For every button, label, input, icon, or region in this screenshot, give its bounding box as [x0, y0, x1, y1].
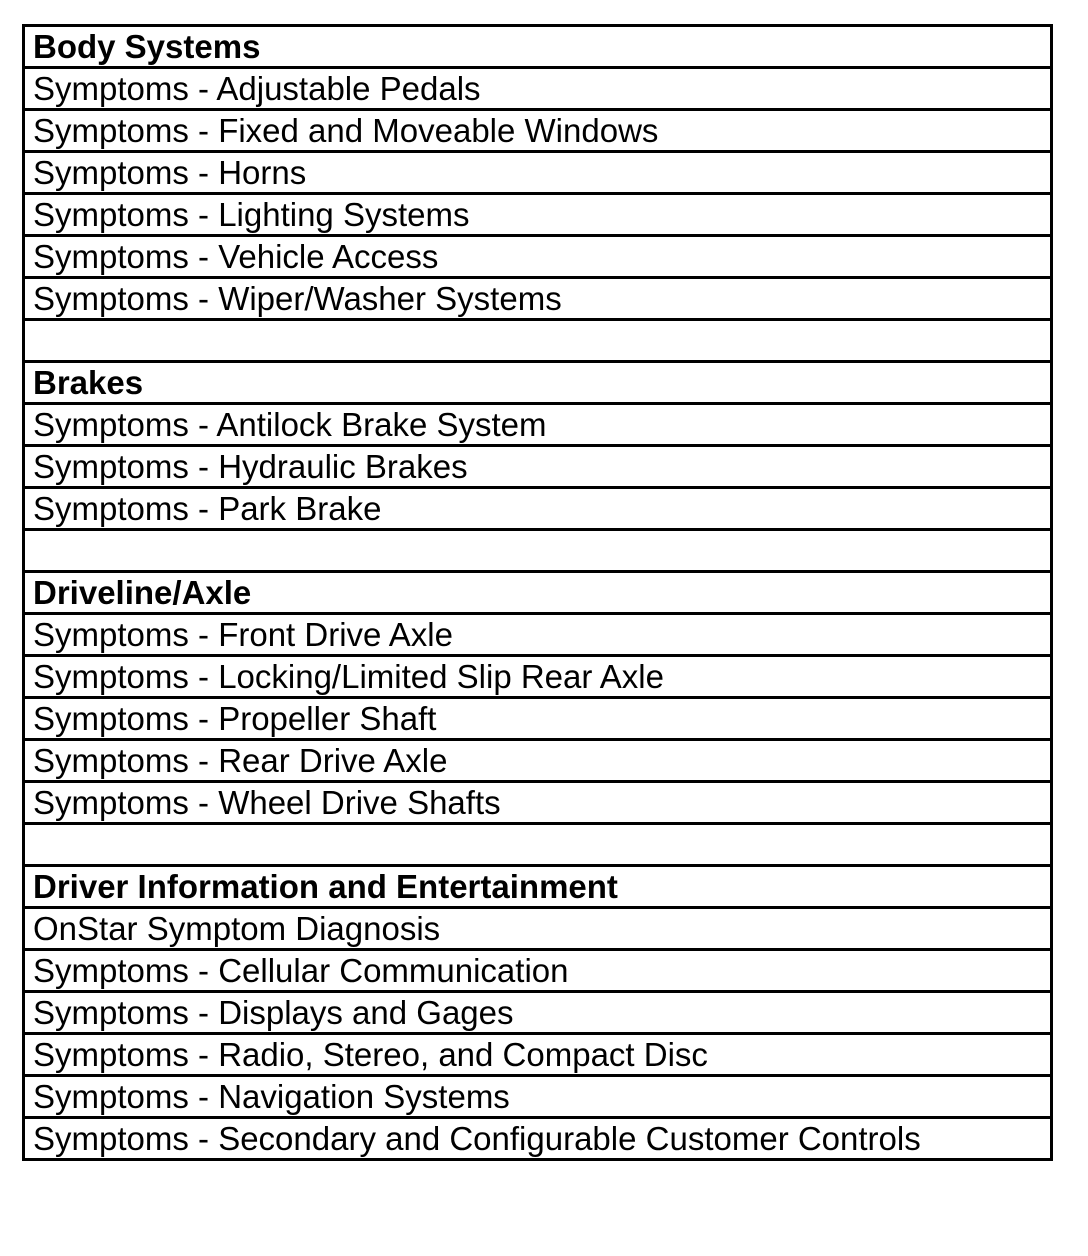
list-item[interactable] — [24, 782, 1052, 824]
section-heading: Brakes — [24, 362, 1052, 404]
symptom-index-table — [22, 24, 1053, 1161]
list-item[interactable] — [24, 404, 1052, 446]
list-item[interactable] — [24, 194, 1052, 236]
item-label[interactable]: Symptoms - Horns — [24, 152, 1052, 194]
list-item[interactable] — [24, 446, 1052, 488]
item-label[interactable]: Symptoms - Antilock Brake System — [24, 404, 1052, 446]
section-heading-row — [24, 866, 1052, 908]
section-heading-row — [24, 572, 1052, 614]
section-heading: Body Systems — [24, 26, 1052, 68]
item-label[interactable]: Symptoms - Propeller Shaft — [24, 698, 1052, 740]
item-label[interactable]: Symptoms - Front Drive Axle — [24, 614, 1052, 656]
item-label[interactable]: Symptoms - Radio, Stereo, and Compact Disc — [24, 1034, 1052, 1076]
item-label[interactable]: Symptoms - Displays and Gages — [24, 992, 1052, 1034]
list-item[interactable] — [24, 614, 1052, 656]
list-item[interactable] — [24, 278, 1052, 320]
item-label[interactable]: Symptoms - Wheel Drive Shafts — [24, 782, 1052, 824]
list-item[interactable] — [24, 68, 1052, 110]
item-label[interactable]: Symptoms - Locking/Limited Slip Rear Axle — [24, 656, 1052, 698]
spacer-row — [24, 530, 1052, 572]
list-item[interactable] — [24, 488, 1052, 530]
item-label[interactable]: Symptoms - Navigation Systems — [24, 1076, 1052, 1118]
list-item[interactable] — [24, 1118, 1052, 1160]
list-item[interactable] — [24, 110, 1052, 152]
item-label[interactable]: Symptoms - Wiper/Washer Systems — [24, 278, 1052, 320]
list-item[interactable] — [24, 908, 1052, 950]
item-label[interactable]: OnStar Symptom Diagnosis — [24, 908, 1052, 950]
section-heading: Driveline/Axle — [24, 572, 1052, 614]
item-label[interactable]: Symptoms - Adjustable Pedals — [24, 68, 1052, 110]
list-item[interactable] — [24, 992, 1052, 1034]
item-label[interactable]: Symptoms - Lighting Systems — [24, 194, 1052, 236]
spacer-cell — [24, 530, 1052, 572]
spacer-row — [24, 824, 1052, 866]
list-item[interactable] — [24, 950, 1052, 992]
section-heading: Driver Information and Entertainment — [24, 866, 1052, 908]
list-item[interactable] — [24, 698, 1052, 740]
item-label[interactable]: Symptoms - Cellular Communication — [24, 950, 1052, 992]
item-label[interactable]: Symptoms - Park Brake — [24, 488, 1052, 530]
list-item[interactable] — [24, 1034, 1052, 1076]
item-label[interactable]: Symptoms - Vehicle Access — [24, 236, 1052, 278]
list-item[interactable] — [24, 740, 1052, 782]
section-heading-row — [24, 362, 1052, 404]
list-item[interactable] — [24, 152, 1052, 194]
list-item[interactable] — [24, 1076, 1052, 1118]
item-label[interactable]: Symptoms - Secondary and Configurable Customer Controls — [24, 1118, 1052, 1160]
section-heading-row — [24, 26, 1052, 68]
item-label[interactable]: Symptoms - Fixed and Moveable Windows — [24, 110, 1052, 152]
spacer-cell — [24, 824, 1052, 866]
spacer-cell — [24, 320, 1052, 362]
list-item[interactable] — [24, 236, 1052, 278]
spacer-row — [24, 320, 1052, 362]
list-item[interactable] — [24, 656, 1052, 698]
item-label[interactable]: Symptoms - Hydraulic Brakes — [24, 446, 1052, 488]
item-label[interactable]: Symptoms - Rear Drive Axle — [24, 740, 1052, 782]
